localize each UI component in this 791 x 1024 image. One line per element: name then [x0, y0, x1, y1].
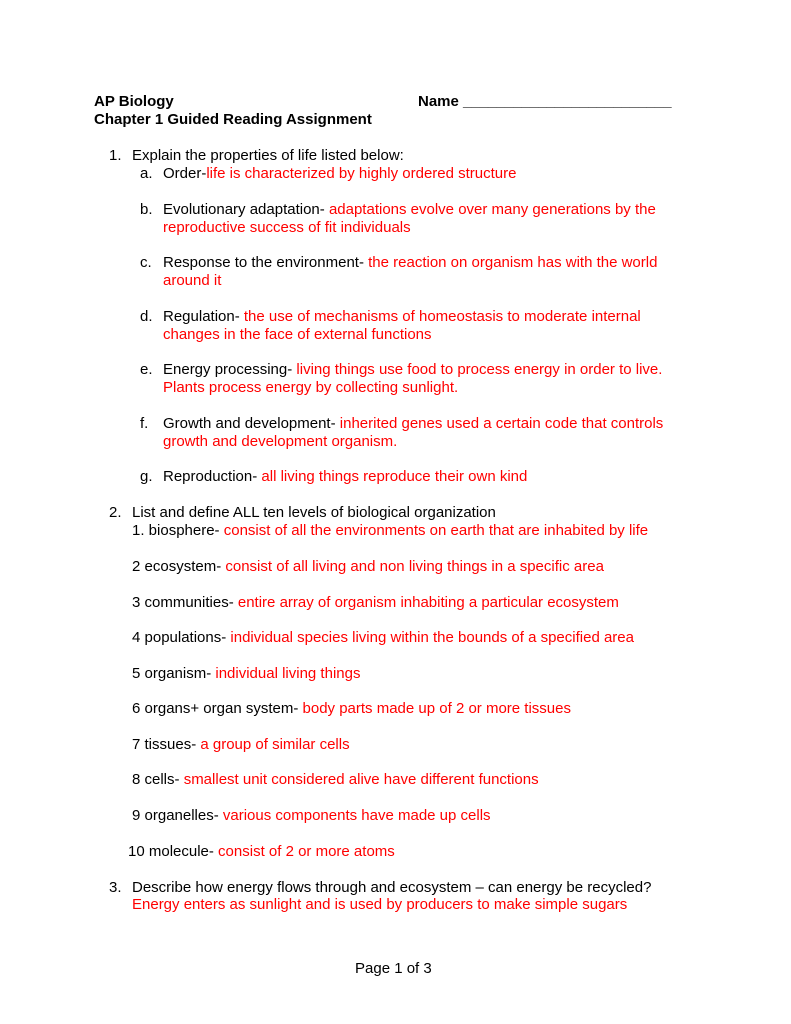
level-row	[132, 665, 360, 683]
q1-item-label: Energy processing-	[163, 361, 297, 378]
q1-item-answer-cont: around it	[163, 272, 222, 289]
level-answer: various components have made up cells	[222, 807, 491, 824]
q1-item-letter: f.	[140, 415, 149, 432]
q1-item-letter: c.	[140, 254, 152, 271]
q3-answer: Energy enters as sunlight and is used by producers to make simple sugars	[132, 896, 628, 913]
q1-item-letter: e.	[140, 361, 153, 378]
level-answer: smallest unit considered alive have different functions	[183, 771, 539, 788]
q1-item-letter: a.	[140, 165, 153, 182]
q1-item-label: Growth and development-	[163, 415, 340, 432]
level-answer: individual living things	[215, 665, 361, 682]
q1-item-answer: the use of mechanisms of homeostasis to moderate internal	[243, 308, 641, 325]
q3-number: 3.	[109, 879, 122, 896]
level-answer: entire array of organism inhabiting a particular ecosystem	[237, 594, 619, 611]
level-answer: consist of all the environments on earth that are inhabited by life	[223, 522, 649, 539]
level-row	[132, 736, 350, 754]
name-field-label: Name _________________________	[418, 93, 672, 110]
level-row	[132, 522, 648, 540]
level-answer: individual species living within the bounds of a specified area	[230, 629, 634, 646]
level-row	[132, 558, 604, 576]
q2-number: 2.	[109, 504, 122, 521]
level-label: 4 populations-	[132, 629, 231, 646]
course-title: AP Biology	[94, 93, 174, 110]
level-label: 5 organism-	[132, 665, 216, 682]
level-row	[128, 843, 395, 861]
q1-item-answer: all living things reproduce their own kind	[261, 468, 528, 485]
level-answer: body parts made up of 2 or more tissues	[302, 700, 571, 717]
q1-item-answer-cont: growth and development organism.	[163, 433, 398, 450]
level-row	[132, 594, 619, 612]
q1-item-answer: inherited genes used a certain code that controls	[339, 415, 664, 432]
level-answer: consist of 2 or more atoms	[218, 843, 395, 860]
q1-item-letter: d.	[140, 308, 153, 325]
q1-item-answer-cont: Plants process energy by collecting sunlight.	[163, 379, 459, 396]
level-label: 3 communities-	[132, 594, 238, 611]
level-label: 8 cells-	[132, 771, 184, 788]
level-row	[132, 807, 491, 825]
level-label: 1. biosphere-	[132, 522, 224, 539]
level-row	[132, 629, 634, 647]
page-number: Page 1 of 3	[355, 960, 432, 977]
q1-item-answer-cont: changes in the face of external functions	[163, 326, 432, 343]
level-label: 2 ecosystem-	[132, 558, 226, 575]
q1-item-label: Regulation-	[163, 308, 244, 325]
q1-item-label: Evolutionary adaptation-	[163, 201, 329, 218]
q1-item-answer: the reaction on organism has with the world	[368, 254, 658, 271]
q1-number: 1.	[109, 147, 122, 164]
q1-item-answer: life is characterized by highly ordered structure	[206, 165, 517, 182]
q1-item-answer: living things use food to process energy in order to live.	[296, 361, 663, 378]
q1-item-label: Order-	[163, 165, 207, 182]
q1-item-label: Response to the environment-	[163, 254, 369, 271]
q1-item-answer: adaptations evolve over many generations by the	[328, 201, 656, 218]
level-row	[132, 771, 539, 789]
assignment-title: Chapter 1 Guided Reading Assignment	[94, 111, 372, 128]
level-label: 10 molecule-	[128, 843, 219, 860]
level-label: 9 organelles-	[132, 807, 223, 824]
q1-item-answer-cont: reproductive success of fit individuals	[163, 219, 411, 236]
level-label: 7 tissues-	[132, 736, 201, 753]
q2-prompt: List and define ALL ten levels of biological organization	[132, 504, 496, 521]
level-label: 6 organs+ organ system-	[132, 700, 303, 717]
q1-item-letter: g.	[140, 468, 153, 485]
q1-item-letter: b.	[140, 201, 153, 218]
q1-item-label: Reproduction-	[163, 468, 262, 485]
level-answer: consist of all living and non living things in a specific area	[225, 558, 604, 575]
level-answer: a group of similar cells	[200, 736, 350, 753]
q3-prompt: Describe how energy flows through and ecosystem – can energy be recycled?	[132, 879, 652, 896]
level-row	[132, 700, 571, 718]
q1-prompt: Explain the properties of life listed below:	[132, 147, 404, 164]
